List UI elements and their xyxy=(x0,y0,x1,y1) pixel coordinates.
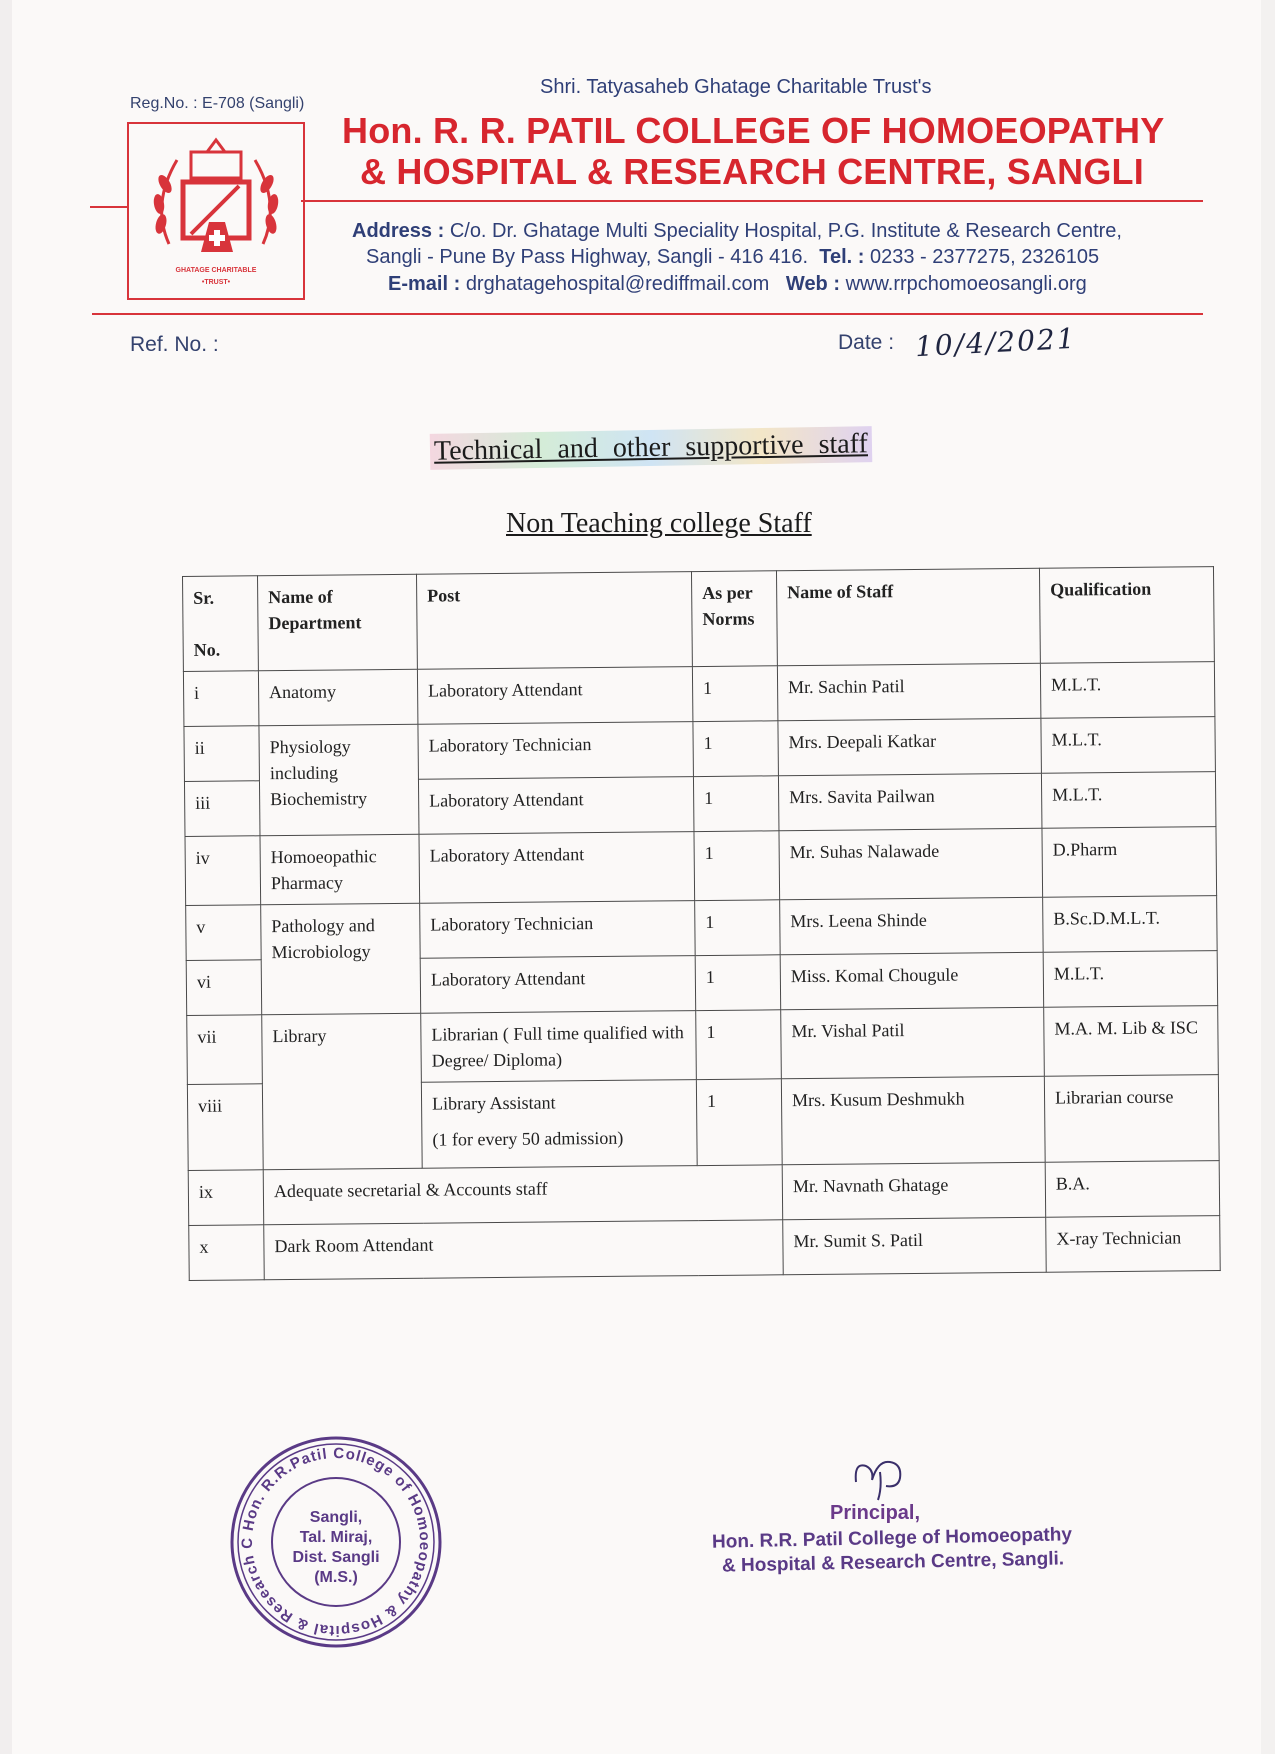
seal-ring-text: Hon. R.R.Patil College of Homoeopathy & Hospital & Research C xyxy=(238,1444,434,1640)
cell-post: Librarian ( Full time qualified with Degree/ Diploma) xyxy=(421,1011,697,1083)
seal-center-line3: Dist. Sangli xyxy=(292,1549,380,1566)
college-seal xyxy=(226,1432,446,1657)
cell-sr: iii xyxy=(184,781,260,837)
table-row xyxy=(189,1216,1220,1281)
cell-staff-name: Mrs. Kusum Deshmukh xyxy=(781,1076,1045,1165)
cell-sr: v xyxy=(186,905,262,961)
header-norms-text2: Norms xyxy=(702,608,755,630)
web-value: www.rrpchomoeosangli.org xyxy=(845,273,1087,295)
table-row xyxy=(183,662,1214,727)
address-text1: C/o. Dr. Ghatage Multi Speciality Hospital, P.G. Institute & Research Centre, xyxy=(449,220,1122,242)
college-name-line2: & HOSPITAL & RESEARCH CENTRE, SANGLI xyxy=(360,151,1144,192)
cell-norms: 1 xyxy=(695,900,781,956)
header-dept-text2: Department xyxy=(268,612,362,634)
seal-center-line4: (M.S.) xyxy=(314,1569,358,1586)
cell-staff-name: Mr. Navnath Ghatage xyxy=(782,1162,1046,1220)
cell-staff-name: Mr. Vishal Patil xyxy=(781,1007,1045,1079)
cell-qualification: X-ray Technician xyxy=(1046,1216,1221,1273)
cell-sr: ii xyxy=(184,726,260,782)
cell-dept: Homoeopathic Pharmacy xyxy=(260,834,420,905)
cell-staff-name: Mr. Sachin Patil xyxy=(777,663,1041,721)
cell-dept: Library xyxy=(262,1013,422,1170)
trust-name: Shri. Tatyasaheb Ghatage Charitable Trust's xyxy=(540,76,932,98)
seal-center-line2: Tal. Miraj, xyxy=(299,1529,373,1546)
cell-norms: 1 xyxy=(696,1010,782,1080)
table-row xyxy=(187,1006,1219,1085)
cell-staff-name: Mrs. Savita Pailwan xyxy=(778,773,1042,831)
table-header-row xyxy=(183,567,1215,672)
cell-sr: x xyxy=(189,1225,265,1281)
cell-sr: ix xyxy=(188,1170,264,1226)
cell-dept-post: Dark Room Attendant xyxy=(264,1220,784,1280)
table-row xyxy=(188,1161,1219,1226)
header-norms-text1: As per xyxy=(702,582,753,604)
cell-dept: Anatomy xyxy=(258,669,418,726)
ref-number-label: Ref. No. : xyxy=(130,333,219,356)
tel-value: 0233 - 2377275, 2326105 xyxy=(869,246,1100,268)
cell-post xyxy=(421,1080,697,1169)
cell-norms: 1 xyxy=(693,721,779,777)
cell-staff-name: Miss. Komal Chougule xyxy=(780,952,1044,1010)
header-no-text: No. xyxy=(193,639,221,660)
table-row xyxy=(185,827,1217,906)
cell-post-line2: (1 for every 50 admission) xyxy=(432,1127,624,1150)
header-sr-no xyxy=(183,576,259,672)
cell-qualification: B.A. xyxy=(1045,1161,1220,1218)
signature-scribble-icon xyxy=(850,1452,920,1502)
cell-qualification: M.L.T. xyxy=(1040,662,1215,719)
table-row xyxy=(186,896,1217,961)
cell-norms: 1 xyxy=(694,831,780,901)
principal-institution-line2: & Hospital & Research Centre, Sangli. xyxy=(721,1548,1065,1577)
email-value: drghatagehospital@rediffmail.com xyxy=(465,273,770,295)
cell-norms: 1 xyxy=(692,666,778,722)
letterhead-rule-bottom xyxy=(92,313,1203,315)
cell-staff-name: Mrs. Deepali Katkar xyxy=(778,718,1042,776)
cell-post: Laboratory Attendant xyxy=(417,667,693,725)
cell-post: Laboratory Technician xyxy=(420,901,696,959)
cell-dept: Physiology including Biochemistry xyxy=(259,724,419,836)
address-text2: Sangli - Pune By Pass Highway, Sangli - 416 416. xyxy=(366,246,809,268)
contact-line xyxy=(388,273,1087,296)
cell-qualification: B.Sc.D.M.L.T. xyxy=(1043,896,1218,953)
cell-qualification: M.L.T. xyxy=(1041,717,1216,774)
tel-label: Tel. : xyxy=(819,246,865,268)
header-dept-text1: Name of xyxy=(268,586,333,608)
staff-table-container xyxy=(182,566,1221,1281)
cell-sr: i xyxy=(183,671,259,727)
principal-institution-line1: Hon. R.R. Patil College of Homoeopathy xyxy=(711,1524,1073,1553)
letterhead-rule-top xyxy=(301,200,1203,202)
cell-post: Laboratory Technician xyxy=(418,722,694,780)
staff-table xyxy=(182,566,1221,1281)
web-label: Web : xyxy=(785,273,840,295)
seal-center-line1: Sangli, xyxy=(309,1509,363,1526)
address-line1 xyxy=(352,220,1122,243)
trust-emblem-icon xyxy=(129,124,303,298)
cell-staff-name: Mrs. Leena Shinde xyxy=(780,897,1044,955)
principal-title: Principal, xyxy=(830,1502,921,1524)
date-value: 10/4/2021 xyxy=(914,321,1078,364)
cell-staff-name: Mr. Sumit S. Patil xyxy=(783,1217,1047,1275)
cell-post: Laboratory Attendant xyxy=(418,777,694,835)
page-edge-left xyxy=(0,0,12,1754)
college-name-line1: Hon. R. R. PATIL COLLEGE OF HOMOEOPATHY xyxy=(342,110,1165,151)
seal-stamp-icon xyxy=(226,1432,446,1652)
cell-sr: viii xyxy=(187,1084,263,1171)
cell-dept: Pathology and Microbiology xyxy=(261,903,421,1015)
date-label: Date : xyxy=(838,331,895,354)
header-post: Post xyxy=(416,572,692,670)
cell-norms: 1 xyxy=(695,955,781,1011)
letterhead-rule-left xyxy=(90,206,128,208)
cell-sr: vi xyxy=(186,960,262,1016)
header-norms xyxy=(691,571,777,667)
address-line2 xyxy=(366,246,1099,269)
page-edge-right xyxy=(1261,0,1275,1754)
cell-qualification: M.L.T. xyxy=(1041,772,1216,829)
document-subtitle: Non Teaching college Staff xyxy=(506,508,812,539)
principal-signature xyxy=(850,1452,920,1507)
address-label: Address : xyxy=(352,220,445,242)
svg-text:GHATAGE CHARITABLE: GHATAGE CHARITABLE xyxy=(175,267,257,274)
cell-post: Laboratory Attendant xyxy=(420,956,696,1014)
table-row xyxy=(184,717,1215,782)
cell-sr: iv xyxy=(185,836,261,906)
registration-number: Reg.No. : E-708 (Sangli) xyxy=(130,95,305,112)
cell-post-line1: Library Assistant xyxy=(431,1092,556,1114)
cell-qualification: Librarian course xyxy=(1044,1075,1219,1163)
header-staff-name: Name of Staff xyxy=(776,568,1040,666)
email-label: E-mail : xyxy=(388,273,461,295)
cell-norms: 1 xyxy=(696,1079,782,1166)
cell-dept-post: Adequate secretarial & Accounts staff xyxy=(263,1165,783,1225)
document-title: Technical and other supportive staff xyxy=(430,426,872,470)
cell-qualification: M.L.T. xyxy=(1043,951,1218,1008)
header-department xyxy=(258,574,418,671)
cell-qualification: D.Pharm xyxy=(1042,827,1217,898)
cell-sr: vii xyxy=(187,1015,263,1085)
svg-text:•TRUST•: •TRUST• xyxy=(201,279,231,286)
cell-post: Laboratory Attendant xyxy=(419,832,695,904)
cell-qualification: M.A. M. Lib & ISC xyxy=(1044,1006,1219,1077)
cell-norms: 1 xyxy=(693,776,779,832)
header-qualification: Qualification xyxy=(1039,567,1214,664)
college-logo xyxy=(127,122,305,300)
cell-staff-name: Mr. Suhas Nalawade xyxy=(779,828,1043,900)
header-sr-text: Sr. xyxy=(193,587,215,608)
